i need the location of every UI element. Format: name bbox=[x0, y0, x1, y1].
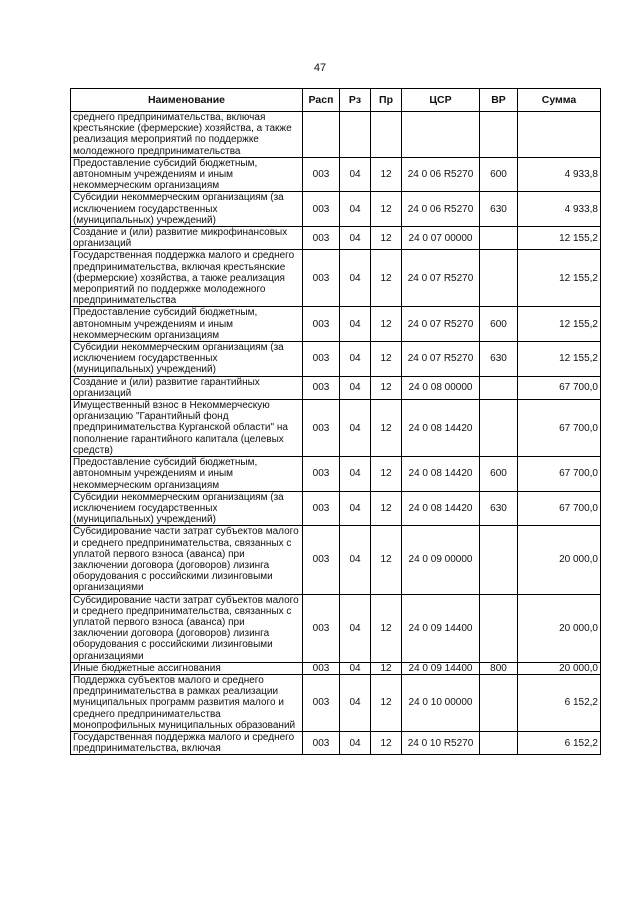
page-number: 47 bbox=[313, 62, 327, 74]
cell-rz: 04 bbox=[340, 674, 371, 731]
cell-vr bbox=[480, 731, 518, 754]
cell-vr bbox=[480, 400, 518, 457]
cell-name: Имущественный взнос в Некоммерческую организацию "Гарантийный фонд предпринимательства Курганской области" на пополнение гарантийного капитала (целевых средств) bbox=[71, 400, 303, 457]
cell-csr: 24 0 08 14420 bbox=[402, 400, 480, 457]
cell-rasp: 003 bbox=[303, 526, 340, 594]
cell-vr: 800 bbox=[480, 662, 518, 674]
cell-pr: 12 bbox=[371, 491, 402, 526]
cell-rasp: 003 bbox=[303, 376, 340, 399]
cell-sum: 20 000,0 bbox=[518, 594, 601, 662]
table-row bbox=[71, 342, 601, 377]
cell-sum: 12 155,2 bbox=[518, 250, 601, 307]
cell-sum: 6 152,2 bbox=[518, 674, 601, 731]
cell-csr: 24 0 07 R5270 bbox=[402, 250, 480, 307]
cell-vr bbox=[480, 526, 518, 594]
table-row bbox=[71, 112, 601, 158]
cell-rasp: 003 bbox=[303, 674, 340, 731]
table-header-row bbox=[71, 89, 601, 112]
header-sum: Сумма bbox=[518, 89, 601, 112]
cell-pr: 12 bbox=[371, 674, 402, 731]
cell-rz: 04 bbox=[340, 491, 371, 526]
cell-pr: 12 bbox=[371, 526, 402, 594]
cell-pr: 12 bbox=[371, 731, 402, 754]
cell-name: Государственная поддержка малого и среднего предпринимательства, включая bbox=[71, 731, 303, 754]
cell-rasp: 003 bbox=[303, 400, 340, 457]
cell-rz: 04 bbox=[340, 400, 371, 457]
cell-sum: 6 152,2 bbox=[518, 731, 601, 754]
cell-rz: 04 bbox=[340, 192, 371, 227]
cell-sum: 67 700,0 bbox=[518, 400, 601, 457]
header-vr: ВР bbox=[480, 89, 518, 112]
cell-csr: 24 0 09 14400 bbox=[402, 662, 480, 674]
cell-vr bbox=[480, 227, 518, 250]
cell-name: Иные бюджетные ассигнования bbox=[71, 662, 303, 674]
cell-name: Государственная поддержка малого и среднего предпринимательства, включая крестьянские (фермерские) хозяйства, а также реализация мероприятий по поддержке молодежного предпринимательства bbox=[71, 250, 303, 307]
budget-table bbox=[70, 88, 601, 755]
cell-pr: 12 bbox=[371, 594, 402, 662]
cell-rz: 04 bbox=[340, 526, 371, 594]
cell-sum: 4 933,8 bbox=[518, 157, 601, 192]
cell-name: Создание и (или) развитие гарантийных организаций bbox=[71, 376, 303, 399]
cell-pr: 12 bbox=[371, 250, 402, 307]
table-row bbox=[71, 662, 601, 674]
cell-pr: 12 bbox=[371, 342, 402, 377]
table-row bbox=[71, 157, 601, 192]
table-row bbox=[71, 594, 601, 662]
cell-vr bbox=[480, 674, 518, 731]
cell-rasp: 003 bbox=[303, 662, 340, 674]
cell-vr bbox=[480, 376, 518, 399]
cell-csr: 24 0 08 14420 bbox=[402, 491, 480, 526]
cell-pr: 12 bbox=[371, 157, 402, 192]
cell-vr: 600 bbox=[480, 457, 518, 492]
cell-sum: 12 155,2 bbox=[518, 227, 601, 250]
cell-sum: 67 700,0 bbox=[518, 491, 601, 526]
cell-rz: 04 bbox=[340, 594, 371, 662]
table-row bbox=[71, 526, 601, 594]
table-row bbox=[71, 227, 601, 250]
header-csr: ЦСР bbox=[402, 89, 480, 112]
cell-csr: 24 0 07 R5270 bbox=[402, 307, 480, 342]
cell-sum: 12 155,2 bbox=[518, 342, 601, 377]
cell-csr: 24 0 07 R5270 bbox=[402, 342, 480, 377]
cell-vr: 600 bbox=[480, 307, 518, 342]
table-body bbox=[71, 112, 601, 755]
cell-name: Субсидирование части затрат субъектов малого и среднего предпринимательства, связанных с уплатой первого взноса (аванса) при заключении договора (договоров) лизинга оборудования с российскими лизинговыми организациями bbox=[71, 594, 303, 662]
cell-rz: 04 bbox=[340, 157, 371, 192]
header-rz: Рз bbox=[340, 89, 371, 112]
cell-rasp: 003 bbox=[303, 227, 340, 250]
cell-name: Создание и (или) развитие микрофинансовых организаций bbox=[71, 227, 303, 250]
cell-csr: 24 0 10 00000 bbox=[402, 674, 480, 731]
cell-name: Предоставление субсидий бюджетным, автономным учреждениям и иным некоммерческим организациям bbox=[71, 307, 303, 342]
cell-rz bbox=[340, 112, 371, 158]
cell-pr: 12 bbox=[371, 457, 402, 492]
cell-csr: 24 0 06 R5270 bbox=[402, 192, 480, 227]
cell-csr: 24 0 09 14400 bbox=[402, 594, 480, 662]
cell-pr: 12 bbox=[371, 376, 402, 399]
cell-sum bbox=[518, 112, 601, 158]
cell-rasp: 003 bbox=[303, 307, 340, 342]
cell-csr: 24 0 07 00000 bbox=[402, 227, 480, 250]
cell-csr: 24 0 08 00000 bbox=[402, 376, 480, 399]
cell-rz: 04 bbox=[340, 342, 371, 377]
table-row bbox=[71, 192, 601, 227]
cell-rasp: 003 bbox=[303, 342, 340, 377]
cell-rz: 04 bbox=[340, 731, 371, 754]
cell-sum: 67 700,0 bbox=[518, 457, 601, 492]
cell-rasp: 003 bbox=[303, 594, 340, 662]
cell-name: Поддержка субъектов малого и среднего предпринимательства в рамках реализации муниципальных программ развития малого и среднего предпринимательства монопрофильных муниципальных образований bbox=[71, 674, 303, 731]
cell-pr: 12 bbox=[371, 227, 402, 250]
cell-name: Субсидии некоммерческим организациям (за исключением государственных (муниципальных) учреждений) bbox=[71, 192, 303, 227]
cell-name: среднего предпринимательства, включая крестьянские (фермерские) хозяйства, а также реализация мероприятий по поддержке молодежного предпринимательства bbox=[71, 112, 303, 158]
cell-pr bbox=[371, 112, 402, 158]
cell-rasp bbox=[303, 112, 340, 158]
cell-rz: 04 bbox=[340, 307, 371, 342]
cell-vr: 630 bbox=[480, 342, 518, 377]
table-row bbox=[71, 307, 601, 342]
cell-rasp: 003 bbox=[303, 731, 340, 754]
cell-vr bbox=[480, 250, 518, 307]
cell-csr: 24 0 09 00000 bbox=[402, 526, 480, 594]
cell-name: Субсидирование части затрат субъектов малого и среднего предпринимательства, связанных с уплатой первого взноса (аванса) при заключении договора (договоров) лизинга оборудования с российскими лизинговыми организациями bbox=[71, 526, 303, 594]
cell-rz: 04 bbox=[340, 227, 371, 250]
cell-sum: 20 000,0 bbox=[518, 526, 601, 594]
table-row bbox=[71, 250, 601, 307]
cell-csr bbox=[402, 112, 480, 158]
cell-sum: 20 000,0 bbox=[518, 662, 601, 674]
table-row bbox=[71, 731, 601, 754]
cell-name: Предоставление субсидий бюджетным, автономным учреждениям и иным некоммерческим организациям bbox=[71, 157, 303, 192]
cell-vr: 630 bbox=[480, 491, 518, 526]
cell-pr: 12 bbox=[371, 662, 402, 674]
table-row bbox=[71, 400, 601, 457]
cell-name: Субсидии некоммерческим организациям (за исключением государственных (муниципальных) учреждений) bbox=[71, 342, 303, 377]
cell-rasp: 003 bbox=[303, 491, 340, 526]
table-row bbox=[71, 376, 601, 399]
cell-csr: 24 0 08 14420 bbox=[402, 457, 480, 492]
cell-vr: 630 bbox=[480, 192, 518, 227]
table-row bbox=[71, 457, 601, 492]
cell-csr: 24 0 10 R5270 bbox=[402, 731, 480, 754]
cell-rz: 04 bbox=[340, 250, 371, 307]
cell-name: Субсидии некоммерческим организациям (за исключением государственных (муниципальных) учреждений) bbox=[71, 491, 303, 526]
cell-rasp: 003 bbox=[303, 157, 340, 192]
cell-sum: 12 155,2 bbox=[518, 307, 601, 342]
cell-csr: 24 0 06 R5270 bbox=[402, 157, 480, 192]
cell-vr: 600 bbox=[480, 157, 518, 192]
cell-vr bbox=[480, 112, 518, 158]
cell-sum: 67 700,0 bbox=[518, 376, 601, 399]
header-pr: Пр bbox=[371, 89, 402, 112]
table-row bbox=[71, 491, 601, 526]
cell-pr: 12 bbox=[371, 400, 402, 457]
cell-pr: 12 bbox=[371, 307, 402, 342]
cell-name: Предоставление субсидий бюджетным, автономным учреждениям и иным некоммерческим организациям bbox=[71, 457, 303, 492]
cell-sum: 4 933,8 bbox=[518, 192, 601, 227]
cell-rz: 04 bbox=[340, 457, 371, 492]
cell-pr: 12 bbox=[371, 192, 402, 227]
cell-rasp: 003 bbox=[303, 192, 340, 227]
table-row bbox=[71, 674, 601, 731]
cell-rz: 04 bbox=[340, 376, 371, 399]
cell-rasp: 003 bbox=[303, 250, 340, 307]
header-name: Наименование bbox=[71, 89, 303, 112]
cell-rasp: 003 bbox=[303, 457, 340, 492]
header-rasp: Расп bbox=[303, 89, 340, 112]
cell-vr bbox=[480, 594, 518, 662]
cell-rz: 04 bbox=[340, 662, 371, 674]
